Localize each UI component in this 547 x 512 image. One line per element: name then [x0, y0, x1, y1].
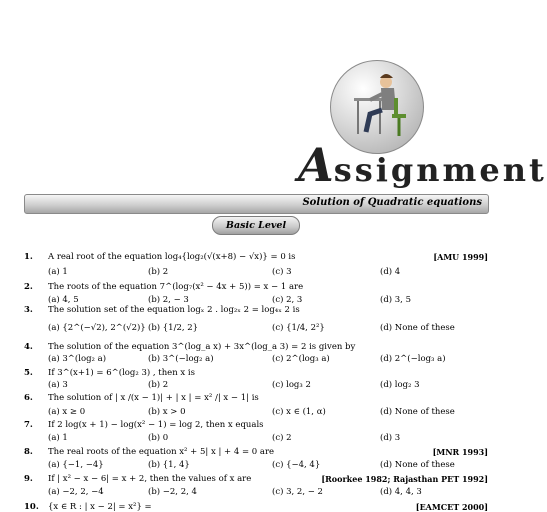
answer-option[interactable]: (b) 3^(−log₂ a)	[148, 354, 214, 364]
question-text: The roots of the equation 7^(log₇(x² − 4x + 5)) = x − 1 are	[48, 282, 304, 292]
question-text: If 3^(x+1) = 6^(log₂ 3) , then x is	[48, 368, 195, 378]
assignment-title-rest: ssignment	[333, 151, 547, 189]
answer-option[interactable]: (a) 1	[48, 267, 68, 277]
question-number: 4.	[24, 342, 33, 352]
answer-option[interactable]: (c) 3	[272, 267, 292, 277]
question-text: The solution of | x /(x − 1)| + | x | = x² /| x − 1| is	[48, 393, 259, 403]
question-number: 10.	[24, 502, 39, 512]
answer-option[interactable]: (d) 4	[380, 267, 401, 277]
level-badge: Basic Level	[212, 216, 300, 235]
answer-option[interactable]: (d) None of these	[380, 323, 455, 333]
answer-option[interactable]: (a) x ≥ 0	[48, 407, 86, 417]
question-number: 3.	[24, 305, 33, 315]
answer-option[interactable]: (a) 3^(log₂ a)	[48, 354, 107, 364]
answer-option[interactable]: (b) {1, 4}	[148, 460, 190, 470]
question-number: 6.	[24, 393, 33, 403]
question-number: 9.	[24, 474, 33, 484]
question-text: If 2 log(x + 1) − log(x² − 1) = log 2, then x equals	[48, 420, 264, 430]
answer-option[interactable]: (b) 2	[148, 380, 169, 390]
answer-option[interactable]: (a) {−1, −4}	[48, 460, 104, 470]
answer-option[interactable]: (d) 2^(−log₃ a)	[380, 354, 446, 364]
answer-option[interactable]: (c) 3, 2, − 2	[272, 487, 323, 497]
assignment-title	[298, 138, 547, 192]
answer-option[interactable]: (a) {2^(−√2), 2^(√2)}	[48, 323, 146, 333]
question-source: [EAMCET 2000]	[415, 502, 488, 512]
question-source: [AMU 1999]	[433, 252, 488, 262]
question-number: 5.	[24, 368, 33, 378]
question-text: The real roots of the equation x² + 5| x | + 4 = 0 are	[48, 447, 275, 457]
answer-option[interactable]: (b) 0	[148, 433, 169, 443]
answer-option[interactable]: (a) 4, 5	[48, 295, 79, 305]
question-text: A real root of the equation log₄{log₂(√(x+8) − √x)} = 0 is	[48, 252, 296, 262]
answer-option[interactable]: (b) −2, 2, 4	[148, 487, 197, 497]
question-text: The solution of the equation 3^(log_a x) + 3x^(log_a 3) = 2 is given by	[48, 342, 356, 352]
question-source: [MNR 1993]	[432, 447, 488, 457]
answer-option[interactable]: (b) 2	[148, 267, 169, 277]
answer-option[interactable]: (d) None of these	[380, 407, 455, 417]
answer-option[interactable]: (b) 2, − 3	[148, 295, 189, 305]
question-source: [Roorkee 1982; Rajasthan PET 1992]	[321, 474, 488, 484]
answer-option[interactable]: (d) 3	[380, 433, 401, 443]
question-number: 1.	[24, 252, 33, 262]
topic-bar	[24, 194, 489, 214]
answer-option[interactable]: (a) −2, 2, −4	[48, 487, 104, 497]
answer-option[interactable]: (c) 2, 3	[272, 295, 303, 305]
answer-option[interactable]: (a) 3	[48, 380, 68, 390]
question-text: If | x² − x − 6| = x + 2, then the values of x are	[48, 474, 252, 484]
answer-option[interactable]: (d) 3, 5	[380, 295, 411, 305]
answer-option[interactable]: (b) {1/2, 2}	[148, 323, 199, 333]
question-number: 8.	[24, 447, 33, 457]
answer-option[interactable]: (c) {1/4, 2²}	[272, 323, 325, 333]
question-number: 7.	[24, 420, 33, 430]
answer-option[interactable]: (c) {−4, 4}	[272, 460, 321, 470]
topic-title: Solution of Quadratic equations	[302, 197, 482, 208]
answer-option[interactable]: (c) log₃ 2	[272, 380, 311, 390]
answer-option[interactable]: (c) 2	[272, 433, 292, 443]
answer-option[interactable]: (d) log₂ 3	[380, 380, 420, 390]
question-text: The solution set of the equation logₓ 2 . log₂ₓ 2 = log₄ₓ 2 is	[48, 305, 300, 315]
answer-option[interactable]: (b) x > 0	[148, 407, 186, 417]
answer-option[interactable]: (a) 1	[48, 433, 68, 443]
student-at-desk-icon	[348, 70, 412, 146]
answer-option[interactable]: (d) 4, 4, 3	[380, 487, 422, 497]
answer-option[interactable]: (c) 2^(log₃ a)	[272, 354, 330, 364]
assignment-title-initial: A	[298, 138, 334, 192]
answer-option[interactable]: (d) None of these	[380, 460, 455, 470]
question-number: 2.	[24, 282, 33, 292]
question-text: {x ∈ R : | x − 2| = x²} =	[48, 502, 152, 512]
answer-option[interactable]: (c) x ∈ (1, α)	[272, 407, 326, 417]
